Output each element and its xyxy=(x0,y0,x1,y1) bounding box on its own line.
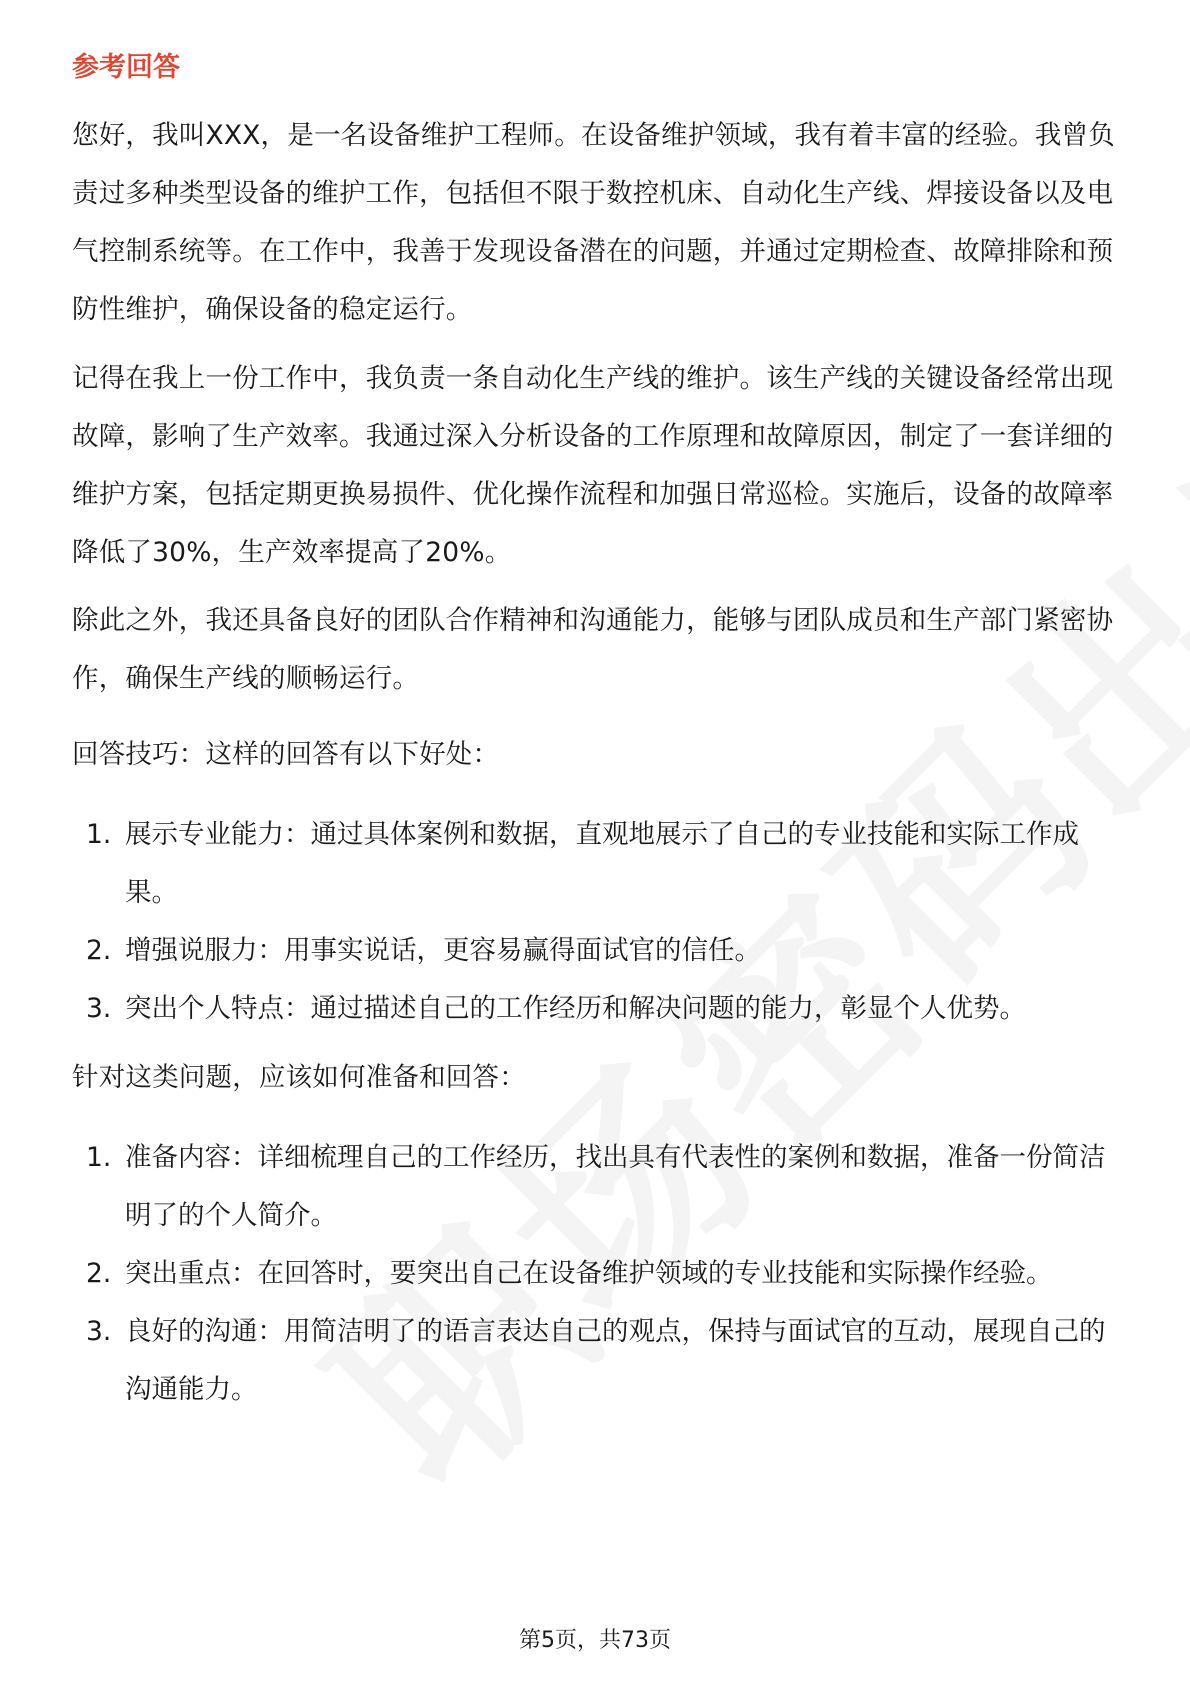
list-item xyxy=(72,806,1120,922)
list-item-text: 展示专业能力：通过具体案例和数据，直观地展示了自己的专业技能和实际工作成果。 xyxy=(125,819,1079,908)
tips-list xyxy=(72,806,1120,1038)
list-item xyxy=(72,1303,1120,1419)
tips-heading: 回答技巧：这样的回答有以下好处： xyxy=(72,739,500,770)
list-item xyxy=(72,1129,1120,1245)
list-number: 1. xyxy=(86,819,112,850)
list-item-text: 良好的沟通：用简洁明了的语言表达自己的观点，保持与面试官的互动，展现自己的沟通能力。 xyxy=(125,1316,1106,1405)
list-item-text: 增强说服力：用事实说话，更容易赢得面试官的信任。 xyxy=(125,935,761,966)
list-number: 1. xyxy=(86,1142,112,1173)
list-number: 2. xyxy=(86,935,112,966)
answer-paragraph-3: 除此之外，我还具备良好的团队合作精神和沟通能力，能够与团队成员和生产部门紧密协作，确保生产线的顺畅运行。 xyxy=(72,605,1114,694)
list-item-text: 突出重点：在回答时，要突出自己在设备维护领域的专业技能和实际操作经验。 xyxy=(125,1258,1053,1289)
list-item xyxy=(72,1245,1120,1303)
prep-heading: 针对这类问题，应该如何准备和回答： xyxy=(72,1062,526,1093)
prep-list xyxy=(72,1129,1120,1419)
list-number: 3. xyxy=(86,1316,112,1347)
list-item xyxy=(72,922,1120,980)
list-item-text: 突出个人特点：通过描述自己的工作经历和解决问题的能力，彰显个人优势。 xyxy=(125,993,1026,1024)
list-number: 3. xyxy=(86,993,112,1024)
list-number: 2. xyxy=(86,1258,112,1289)
answer-paragraph-2: 记得在我上一份工作中，我负责一条自动化生产线的维护。该生产线的关键设备经常出现故障，影响了生产效率。我通过深入分析设备的工作原理和故障原因，制定了一套详细的维护方案，包括定期更换易损件、优化操作流程和加强日常巡检。实施后，设备的故障率降低了30%，生产效率提高了20%。 xyxy=(72,363,1114,568)
section-title: 参考回答 xyxy=(72,52,180,83)
page-footer: 第5页，共73页 xyxy=(519,1628,671,1653)
list-item-text: 准备内容：详细梳理自己的工作经历，找出具有代表性的案例和数据，准备一份简洁明了的个人简介。 xyxy=(125,1142,1106,1231)
answer-paragraph-1: 您好，我叫XXX，是一名设备维护工程师。在设备维护领域，我有着丰富的经验。我曾负责过多种类型设备的维护工作，包括但不限于数控机床、自动化生产线、焊接设备以及电气控制系统等。在工作中，我善于发现设备潜在的问题，并通过定期检查、故障排除和预防性维护，确保设备的稳定运行。 xyxy=(72,120,1115,325)
list-item xyxy=(72,980,1120,1038)
